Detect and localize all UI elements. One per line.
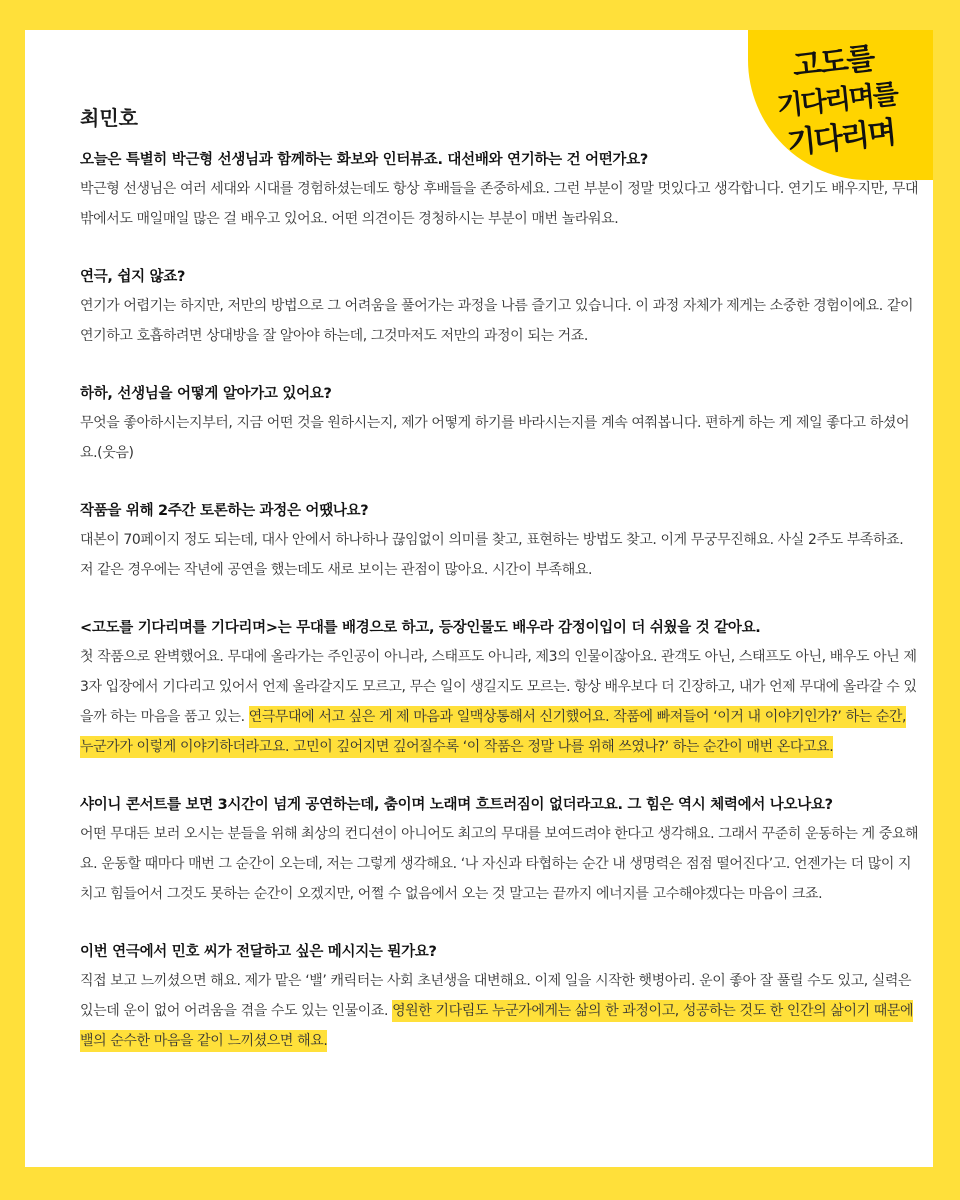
answer [80, 642, 920, 762]
answer [80, 966, 920, 1056]
qa-block-2 [80, 264, 920, 351]
qa-block-6 [80, 792, 920, 909]
answer-highlight: 영원한 기다림도 누군가에게는 삶의 한 과정이고, 성공하는 것도 한 인간의 삶이기 때문에 밸의 순수한 마음을 같이 느끼셨으면 해요. [80, 1000, 913, 1052]
question: 작품을 위해 2주간 토론하는 과정은 어땠나요? [80, 503, 369, 519]
qa-block-7 [80, 939, 920, 1056]
question: 이번 연극에서 민호 씨가 전달하고 싶은 메시지는 뭔가요? [80, 944, 437, 960]
qa-block-4 [80, 498, 920, 585]
logo-line-2: 기다리며를 [775, 78, 899, 123]
question: 연극, 쉽지 않죠? [80, 269, 186, 285]
answer-text: 무엇을 좋아하시는지부터, 지금 어떤 것을 원하시는지, 제가 어떻게 하기를 바라시는지를 계속 여쭤봅니다. 편하게 하는 게 제일 좋다고 하셨어요.(웃음) [80, 415, 910, 461]
answer-text: 연기가 어렵기는 하지만, 저만의 방법으로 그 어려움을 풀어가는 과정을 나름 즐기고 있습니다. 이 과정 자체가 제게는 소중한 경험이에요. 같이 연기하고 호흡하려면 상대방을 잘 알아야 하는데, 그것마저도 저만의 과정이 되는 거죠. [80, 298, 914, 344]
question: 샤이니 콘서트를 보면 3시간이 넘게 공연하는데, 춤이며 노래며 흐트러짐이 없더라고요. 그 힘은 역시 체력에서 나오나요? [80, 797, 833, 813]
answer [80, 174, 920, 234]
qa-block-1 [80, 147, 920, 234]
interview-content [80, 102, 920, 1086]
answer-text: 어떤 무대든 보러 오시는 분들을 위해 최상의 컨디션이 아니어도 최고의 무대를 보여드려야 한다고 생각해요. 그래서 꾸준히 운동하는 게 중요해요. 운동할 때마다 매번 그 순간이 오는데, 저는 그렇게 생각해요. ‘나 자신과 타협하는 순간 내 생명력은 점점 떨어진다’고. 언젠가는 더 많이 지치고 힘들어서 그것도 못하는 순간이 오겠지만, 어쩔 수 없음에서 오는 것 말고는 끝까지 에너지를 고수해야겠다는 마음이 크죠. [80, 826, 919, 902]
qa-block-3 [80, 381, 920, 468]
logo-line-1: 고도를 [790, 41, 876, 85]
answer [80, 525, 920, 585]
logo-line-3: 기다리며 [785, 115, 897, 162]
speaker-name: 최민호 [80, 106, 138, 130]
qa-block-5 [80, 615, 920, 762]
answer-text: 첫 작품으로 완벽했어요. 무대에 올라가는 주인공이 아니라, 스태프도 아니라, 제3의 인물이잖아요. 관객도 아닌, 스태프도 아닌, 배우도 아닌 제3자 입장에서 기다리고 있어서 언제 올라갈지도 모르고, 무슨 일이 생길지도 모르는. 항상 배우보다 더 긴장하고, 내가 언제 무대에 올라갈 수 있을까 하는 마음을 품고 있는. [80, 649, 917, 725]
question: 하하, 선생님을 어떻게 알아가고 있어요? [80, 386, 332, 402]
question: <고도를 기다리며를 기다리며>는 무대를 배경으로 하고, 등장인물도 배우라 감정이입이 더 쉬웠을 것 같아요. [80, 620, 761, 636]
answer [80, 408, 920, 468]
answer [80, 819, 920, 909]
answer-text: 박근형 선생님은 여러 세대와 시대를 경험하셨는데도 항상 후배들을 존중하세요. 그런 부분이 정말 멋있다고 생각합니다. 연기도 배우지만, 무대 밖에서도 매일매일 많은 걸 배우고 있어요. 어떤 의견이든 경청하시는 부분이 매번 놀라워요. [80, 181, 919, 227]
question: 오늘은 특별히 박근형 선생님과 함께하는 화보와 인터뷰죠. 대선배와 연기하는 건 어떤가요? [80, 152, 648, 168]
answer [80, 291, 920, 351]
article-card [25, 30, 933, 1167]
answer-text: 대본이 70페이지 정도 되는데, 대사 안에서 하나하나 끊임없이 의미를 찾고, 표현하는 방법도 찾고. 이게 무궁무진해요. 사실 2주도 부족하죠. 저 같은 경우에는 작년에 공연을 했는데도 새로 보이는 관점이 많아요. 시간이 부족해요. [80, 532, 904, 578]
answer-highlight: 연극무대에 서고 싶은 게 제 마음과 일맥상통해서 신기했어요. 작품에 빠져들어 ‘이거 내 이야기인가?’ 하는 순간, 누군가가 이렇게 이야기하더라고요. 고민이 깊어지면 깊어질수록 ‘이 작품은 정말 나를 위해 쓰였나?’ 하는 순간이 매번 온다고요. [80, 706, 906, 758]
answer-text: 직접 보고 느끼셨으면 해요. 제가 맡은 ‘밸’ 캐릭터는 사회 초년생을 대변해요. 이제 일을 시작한 햇병아리. 운이 좋아 잘 풀릴 수도 있고, 실력은 있는데 운이 없어 어려움을 겪을 수도 있는 인물이죠. [80, 973, 912, 1019]
